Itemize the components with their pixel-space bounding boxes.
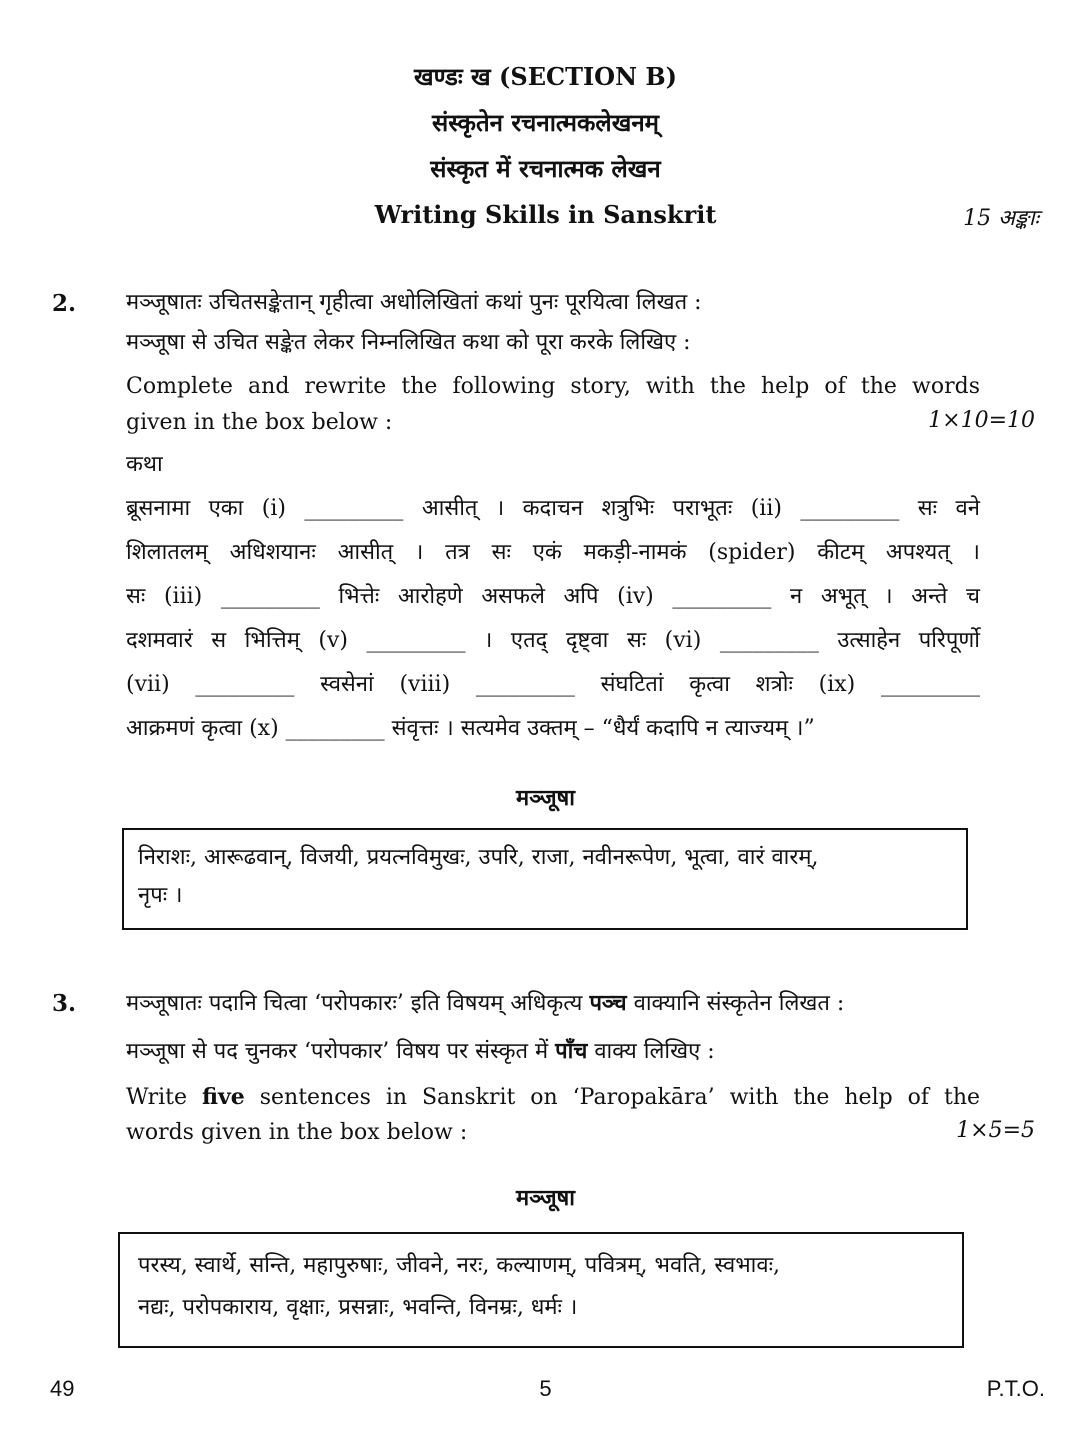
page-number: 5 xyxy=(539,1376,552,1401)
question-number-3: 3. xyxy=(52,990,77,1017)
q2-instruction-english-2: given in the box below : xyxy=(126,410,393,435)
q2-box-title: मञ्जूषा xyxy=(516,785,575,811)
q3-instr-hindi-bold: पाँच xyxy=(555,1038,588,1064)
q3-marks: 1×5=5 xyxy=(956,1118,1035,1143)
q3-instr-sanskrit-text-end: वाक्यानि संस्कृतेन लिखत : xyxy=(626,991,845,1016)
q3-instr-sanskrit-text: मञ्जूषातः पदानि चित्वा ‘परोपकारः’ इति विषयम् अधिकृत्य xyxy=(126,991,590,1016)
paper-code: 49 xyxy=(50,1376,75,1401)
q2-instruction-sanskrit: मञ्जूषातः उचितसङ्केतान् गृहीत्वा अधोलिखितां कथां पुनः पूरयित्वा लिखत : xyxy=(126,290,702,315)
q3-box-title: मञ्जूषा xyxy=(516,1185,575,1211)
q3-instruction-english-1 xyxy=(126,1082,980,1113)
q2-box-words-line2: नृपः । xyxy=(138,883,183,908)
q2-story-line: ब्रूसनामा एका (i) _________ आसीत् । कदाचन शत्रुभिः पराभूतः (ii) _________ सः वने xyxy=(126,496,980,521)
q3-instruction-sanskrit xyxy=(126,988,996,1019)
q2-story-line: दशमवारं स भित्तिम् (v) _________ । एतद् दृष्ट्वा सः (vi) _________ उत्साहेन परिपूर्णो xyxy=(126,628,980,653)
q3-box-words-line2: नद्यः, परोपकाराय, वृक्षाः, प्रसन्नाः, भवन्ति, विनम्रः, धर्मः । xyxy=(138,1295,578,1320)
section-title-hindi: संस्कृत में रचनात्मक लेखन xyxy=(430,154,661,183)
q2-story-label: कथा xyxy=(126,452,163,477)
q3-instr-en-text: Write xyxy=(126,1085,202,1110)
section-marks: 15 अङ्काः xyxy=(963,206,1039,231)
q3-word-box xyxy=(118,1232,964,1348)
q2-story-line: (vii) _________ स्वसेनां (viii) _________ संघटितां कृत्वा शत्रोः (ix) _________ xyxy=(126,672,980,697)
q2-marks: 1×10=10 xyxy=(928,408,1035,433)
q3-instr-hindi-text: मञ्जूषा से पद चुनकर ‘परोपकार’ विषय पर संस्कृत में xyxy=(126,1039,556,1064)
q2-story-line: शिलातलम् अधिशयानः आसीत् । तत्र सः एकं मकड़ी-नामकं (spider) कीटम् अपश्यत् । xyxy=(126,540,980,565)
q2-word-box xyxy=(122,828,968,930)
question-number-2: 2. xyxy=(52,290,77,317)
section-heading: खण्डः ख (SECTION B) xyxy=(413,62,678,91)
q3-instr-hindi-text-end: वाक्य लिखिए : xyxy=(587,1039,715,1064)
section-title-english: Writing Skills in Sanskrit xyxy=(374,200,717,229)
section-title-sanskrit: संस्कृतेन रचनात्मकलेखनम् xyxy=(431,108,660,137)
pto-label: P.T.O. xyxy=(986,1376,1045,1401)
q3-instruction-hindi xyxy=(126,1036,980,1067)
q3-instr-sanskrit-bold: पञ्च xyxy=(589,990,627,1016)
q3-instruction-english-2: words given in the box below : xyxy=(126,1120,468,1145)
q3-instr-en-bold: five xyxy=(202,1084,245,1110)
q2-story-line: आक्रमणं कृत्वा (x) _________ संवृत्तः । सत्यमेव उक्तम् – “धैर्यं कदापि न त्याज्यम् ।” xyxy=(126,716,815,741)
q2-box-words-line1: निराशः, आरूढवान्, विजयी, प्रयत्नविमुखः, उपरि, राजा, नवीनरूपेण, भूत्वा, वारं वारम्, xyxy=(138,845,819,870)
q3-instr-en-text-end: sentences in Sanskrit on ‘Paropakāra’ with the help of the xyxy=(244,1085,981,1110)
q3-box-words-line1: परस्य, स्वार्थे, सन्ति, महापुरुषाः, जीवने, नरः, कल्याणम्, पवित्रम्, भवति, स्वभावः, xyxy=(138,1253,781,1278)
q2-story-line: सः (iii) _________ भित्तेः आरोहणे असफले अपि (iv) _________ न अभूत् । अन्ते च xyxy=(126,584,980,609)
q2-instruction-english-1: Complete and rewrite the following story, with the help of the words xyxy=(126,374,980,399)
q2-instruction-hindi: मञ्जूषा से उचित सङ्केत लेकर निम्नलिखित कथा को पूरा करके लिखिए : xyxy=(126,330,691,355)
